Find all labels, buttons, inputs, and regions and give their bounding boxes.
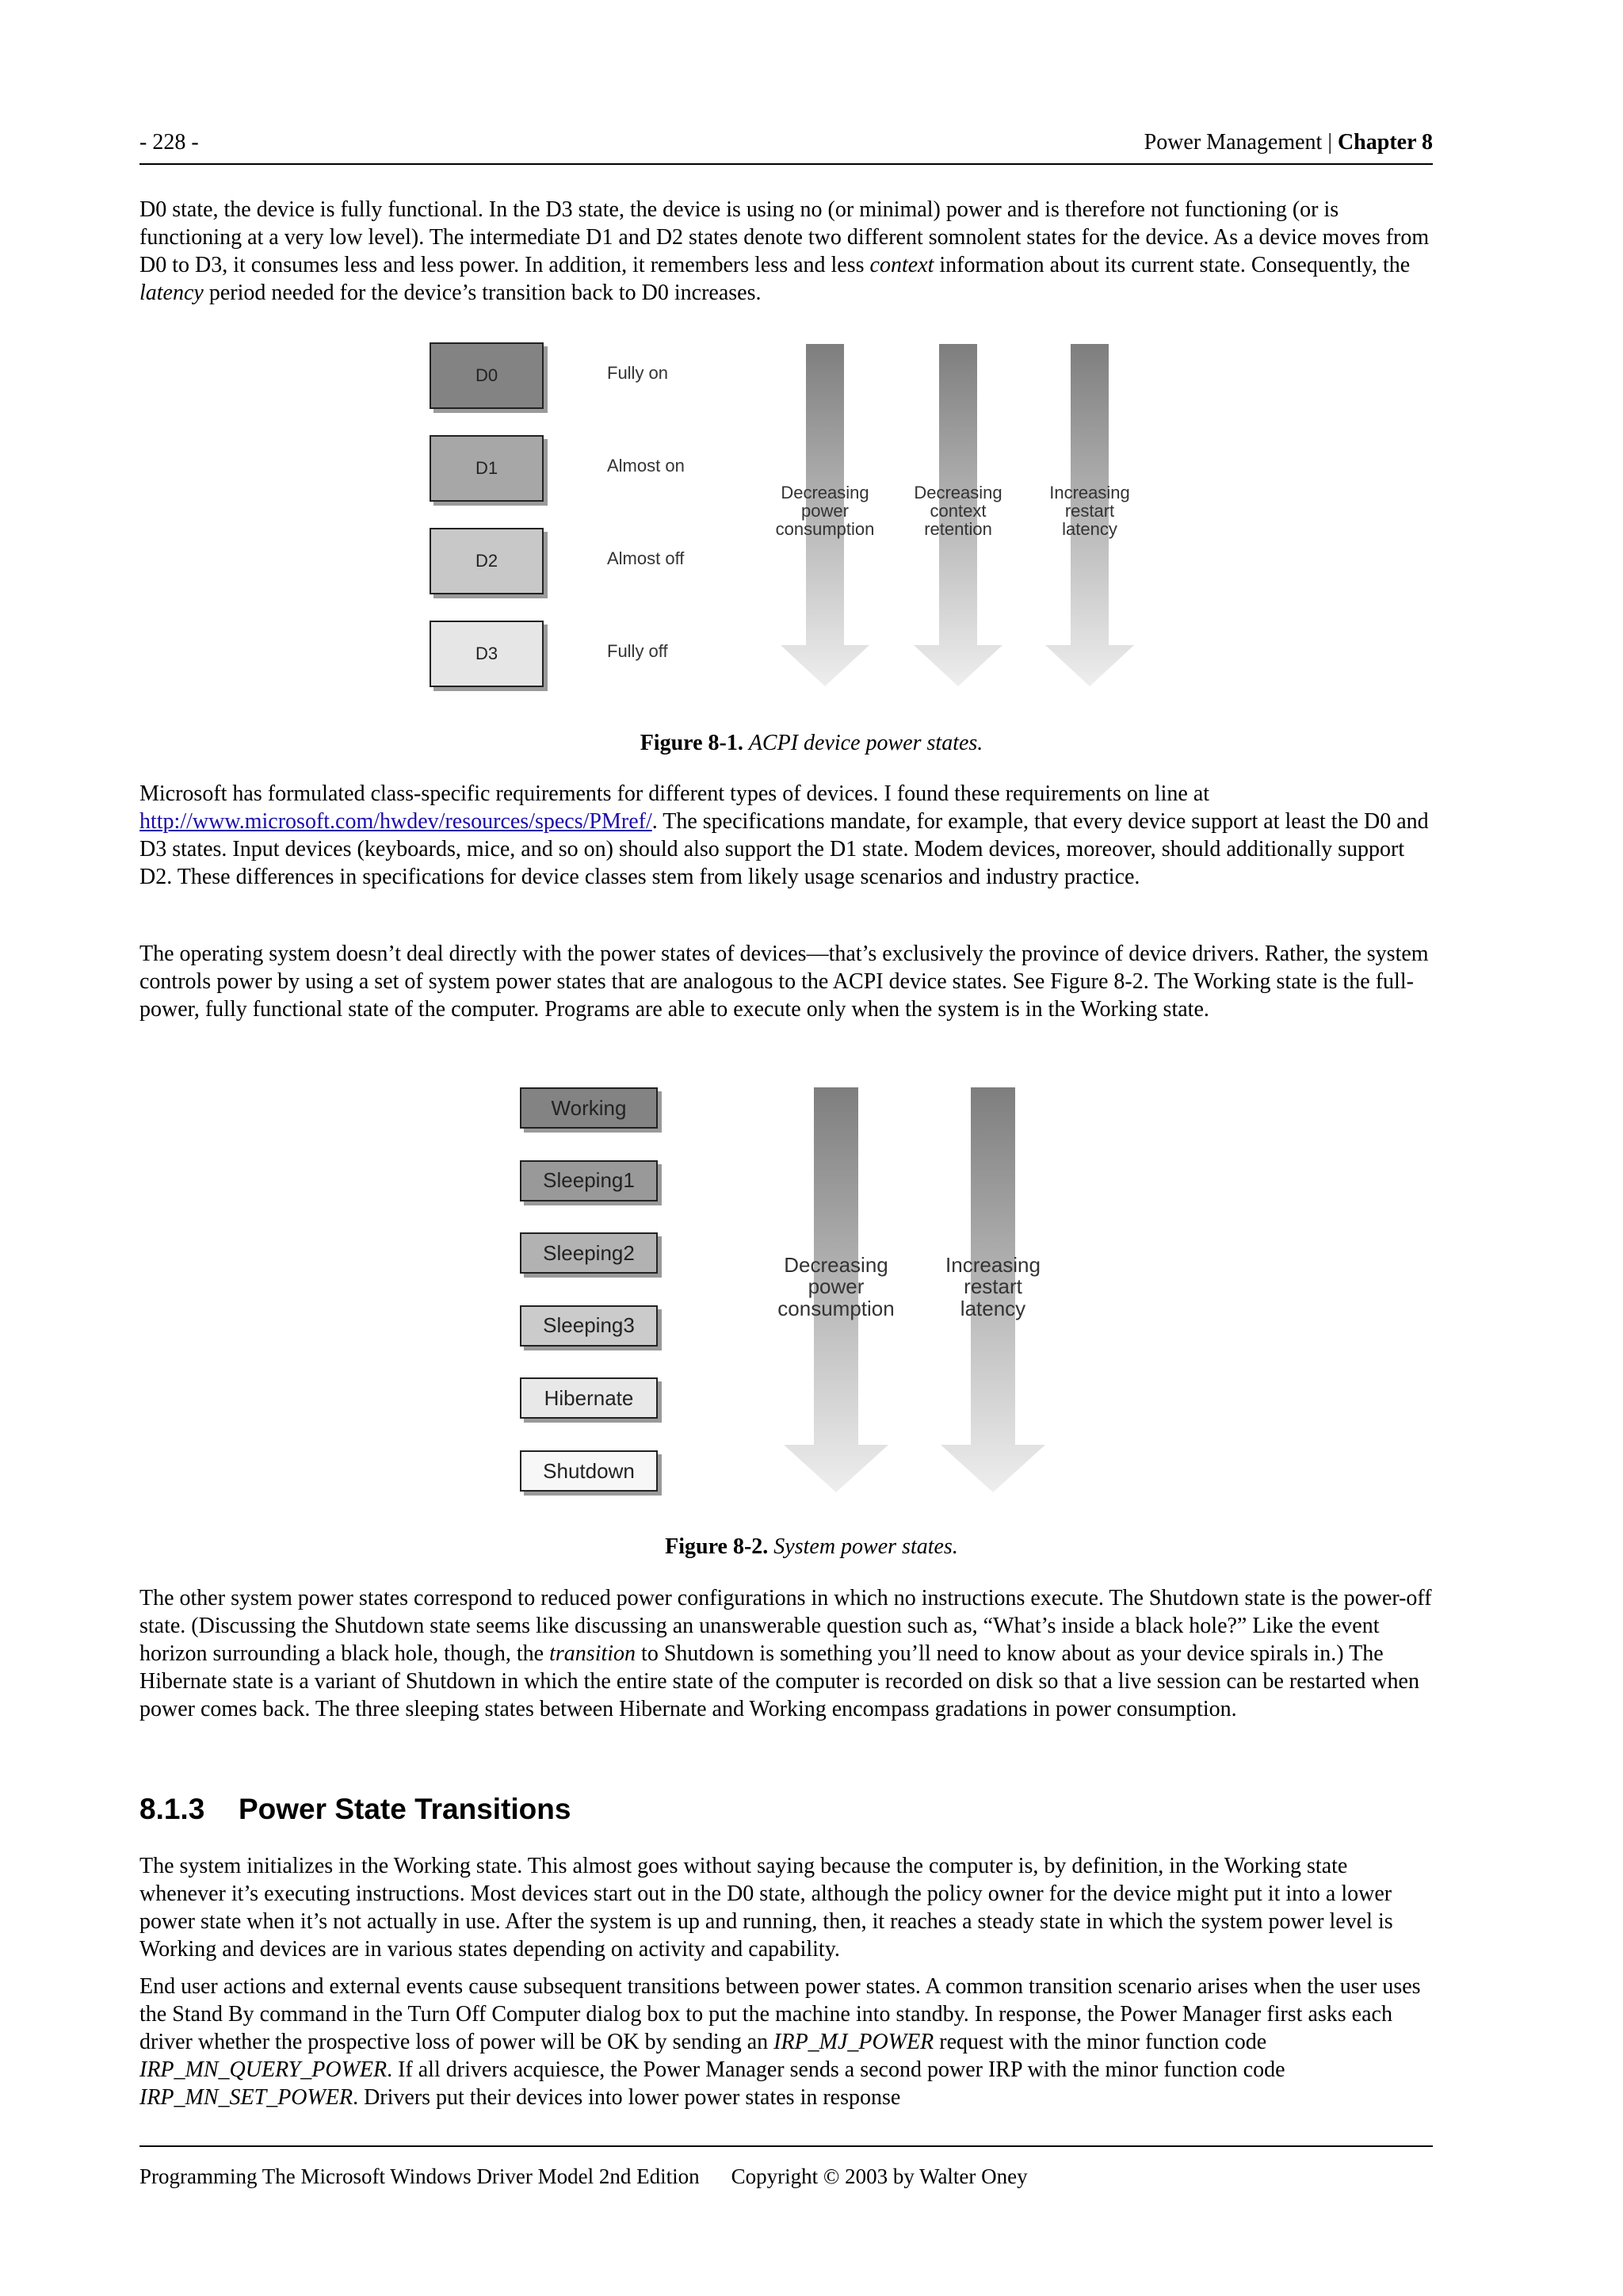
arrow-label-context <box>895 483 1022 538</box>
device-state-box-d1: D1 <box>430 435 544 502</box>
caption-text: ACPI device power states. <box>748 731 983 755</box>
device-state-label-d3: Fully off <box>607 641 668 661</box>
paragraph-device-states <box>139 196 1435 307</box>
section-title: Power State Transitions <box>239 1793 571 1825</box>
arrow-label-line: latency <box>960 1296 1026 1320</box>
page-number: - 228 - <box>139 130 199 155</box>
paragraph-class-requirements <box>139 780 1435 891</box>
arrow-label-power <box>762 483 888 538</box>
caption-number: Figure 8-2. <box>665 1534 769 1559</box>
text: period needed for the device’s transition back to D0 increases. <box>203 281 762 305</box>
system-state-box-shutdown: Shutdown <box>520 1450 658 1492</box>
arrow-label-latency <box>1026 483 1153 538</box>
paragraph-working-state: The system initializes in the Working state. This almost goes without saying because the computer is, by definition, in the Working state whenever it’s executing instructions. Most devices start out in the D0 state, although the policy owner for the device might put it into a lower power state when it’s not actually in use. After the system is up and running, then, it reaches a steady state in which the system power level is Working and devices are in various states depending on activity and capability. <box>139 1854 1393 1962</box>
running-head-prefix: Power Management | <box>1144 130 1338 155</box>
device-state-box-d0: D0 <box>430 342 544 409</box>
figure-system-power-states <box>515 1084 1070 1500</box>
figure-acpi-device-states <box>428 339 1141 688</box>
arrow-label-line: Increasing <box>1049 483 1130 502</box>
figure2-caption <box>0 1534 1623 1560</box>
paragraph-shutdown-hibernate <box>139 1584 1435 1723</box>
arrow-label-latency <box>914 1255 1072 1320</box>
pmref-link[interactable]: http://www.microsoft.com/hwdev/resources/specs/PMref/ <box>139 809 652 834</box>
arrow-label-line: Increasing <box>945 1253 1041 1277</box>
device-state-label-d2: Almost off <box>607 548 685 568</box>
arrow-label-line: restart <box>1064 501 1115 521</box>
page-header <box>139 130 1433 165</box>
arrow-label-line: Decreasing <box>914 483 1002 502</box>
emphasis-latency: latency <box>139 281 204 305</box>
section-heading <box>139 1793 571 1826</box>
device-state-box-d3: D3 <box>430 621 544 687</box>
code-irp-mn-query-power: IRP_MN_QUERY_POWER <box>139 2057 388 2082</box>
arrow-label-line: restart <box>964 1274 1022 1299</box>
arrow-label-line: Decreasing <box>781 483 869 502</box>
text: . Drivers put their devices into lower power states in response <box>353 2085 901 2110</box>
text: D0 state, the device is fully functional. In the D3 state, the device is using no (or minimal) power and is therefore not functioning (or is functioning at a very low level). The intermediate D1 and D2 states denote two different somnolent states for the device. As a device moves from D0 to D3, it consumes less and less power. In addition, it remembers less and less <box>139 197 1430 277</box>
arrow-label-line: context <box>930 501 987 521</box>
device-state-label-d0: Fully on <box>607 363 669 383</box>
text: Microsoft has formulated class-specific requirements for different types of devices. I found these requirements on line at <box>139 781 1210 806</box>
copyright: Copyright © 2003 by Walter Oney <box>731 2164 1028 2188</box>
arrow-label-line: power <box>808 1274 865 1299</box>
text: . The specifications mandate, for example, that every device support at least the D0 and D3 states. Input devices (keyboards, mice, and so on) should also support the D1 state. Modem devices, moreover, should additionally support D2. These differences in specifications for device classes stem from likely usage scenarios and industry practice. <box>139 809 1429 889</box>
system-state-box-sleeping2: Sleeping2 <box>520 1232 658 1274</box>
text: to Shutdown is something you’ll need to know about as your device spirals in.) The Hibernate state is a variant of Shutdown in which the entire state of the computer is recorded on disk so that a live session can be restarted when power comes back. The three sleeping states between Hibernate and Working encompass gradations in power consumption. <box>139 1641 1419 1721</box>
arrow-label-line: latency <box>1062 519 1117 540</box>
arrow-label-line: consumption <box>775 519 875 540</box>
code-irp-mj-power: IRP_MJ_POWER <box>773 2030 934 2054</box>
system-state-box-sleeping1: Sleeping1 <box>520 1160 658 1201</box>
text: request with the minor function code <box>934 2030 1267 2054</box>
arrow-label-power <box>757 1255 915 1320</box>
arrow-label-line: retention <box>924 519 992 540</box>
system-state-box-sleeping3: Sleeping3 <box>520 1305 658 1347</box>
section-number: 8.1.3 <box>139 1793 205 1825</box>
arrow-label-line: Decreasing <box>784 1253 888 1277</box>
text: information about its current state. Consequently, the <box>934 253 1411 277</box>
device-state-label-d1: Almost on <box>607 456 685 476</box>
running-head-chapter: Chapter 8 <box>1337 130 1433 155</box>
code-irp-mn-set-power: IRP_MN_SET_POWER <box>139 2085 353 2110</box>
page-footer <box>139 2145 1433 2189</box>
book-title: Programming The Microsoft Windows Driver Model 2nd Edition <box>139 2164 700 2188</box>
arrow-label-line: consumption <box>777 1296 895 1320</box>
figure1-caption <box>0 731 1623 756</box>
caption-number: Figure 8-1. <box>640 731 743 755</box>
system-state-box-hibernate: Hibernate <box>520 1377 658 1419</box>
text: . If all drivers acquiesce, the Power Manager sends a second power IRP with the minor function code <box>387 2057 1285 2082</box>
emphasis-transition: transition <box>549 1641 636 1666</box>
system-state-box-working: Working <box>520 1087 658 1129</box>
paragraph-transitions <box>139 1973 1435 2111</box>
emphasis-context: context <box>869 253 934 277</box>
text: End user actions and external events cause subsequent transitions between power states. A common transition scenario arises when the user uses the Stand By command in the Turn Off Computer dialog box to put the machine into standby. In response, the Power Manager first asks each driver whether the prospective loss of power will be OK by sending an <box>139 1974 1421 2054</box>
running-head <box>1144 130 1433 155</box>
caption-text: System power states. <box>773 1534 958 1559</box>
paragraph-system-states: The operating system doesn’t deal directly with the power states of devices—that’s exclusively the province of device drivers. Rather, the system controls power by using a set of system power states that are analogous to the ACPI device states. See Figure 8-2. The Working state is the full-power, fully functional state of the computer. Programs are able to execute only when the system is in the Working state. <box>139 942 1429 1022</box>
text: The other system power states correspond to reduced power configurations in which no instructions execute. The Shutdown state is the power-off state. (Discussing the Shutdown state seems like discussing an unanswerable question such as, “What’s inside a black hole?” Like the event horizon surrounding a black hole, though, the <box>139 1586 1432 1666</box>
arrow-label-line: power <box>801 501 849 521</box>
device-state-box-d2: D2 <box>430 528 544 594</box>
